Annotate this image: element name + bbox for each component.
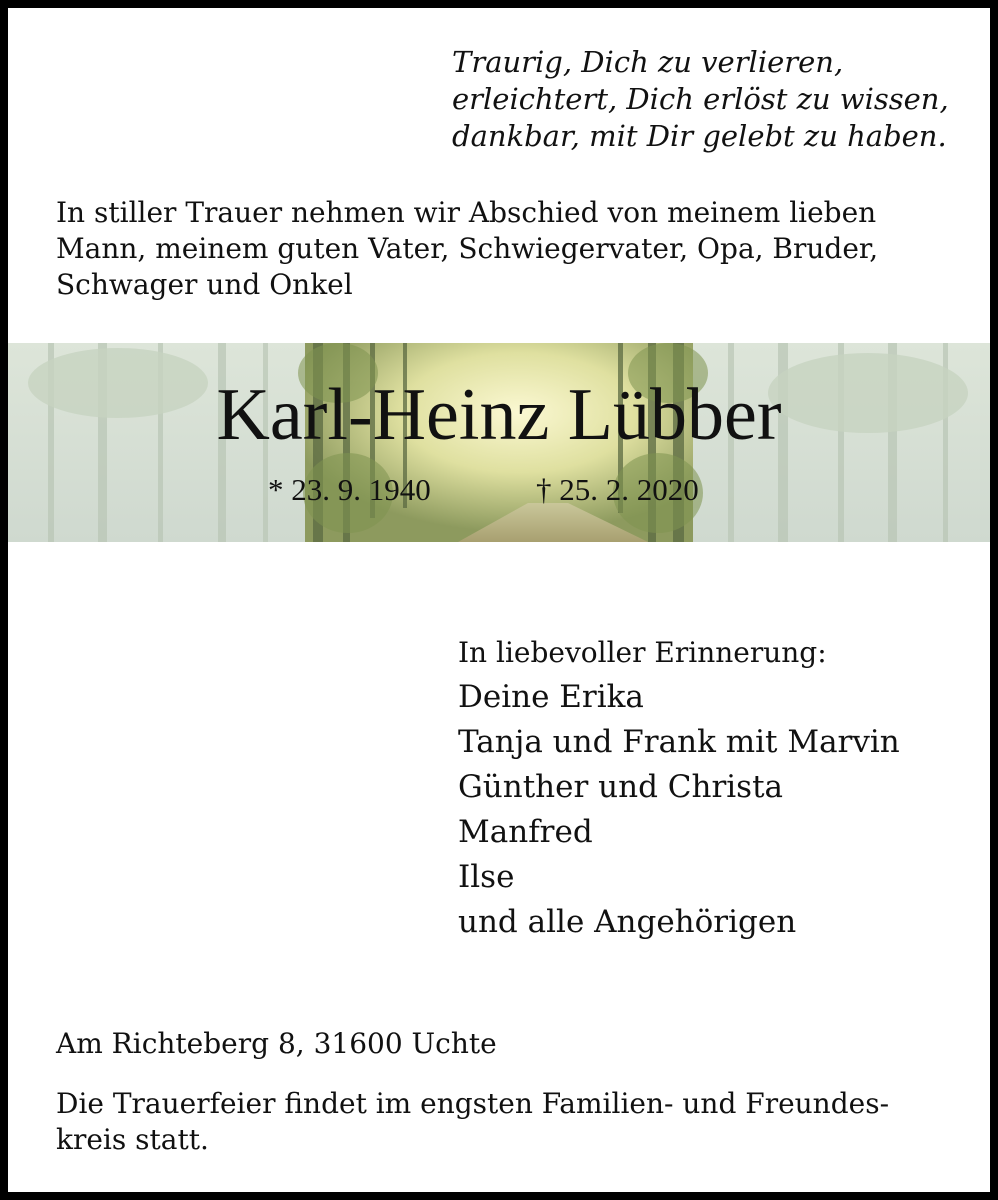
birth-date: * 23. 9. 1940 (268, 472, 431, 507)
intro-line: Schwager und Onkel (56, 268, 353, 301)
deceased-name: Karl-Heinz Lübber (216, 374, 782, 456)
intro-line: Mann, meinem guten Vater, Schwiegervater, Opa, Bruder, (56, 232, 879, 265)
quote-line: dankbar, mit Dir gelebt zu haben. (452, 119, 947, 153)
address: Am Richteberg 8, 31600 Uchte (56, 1027, 497, 1060)
quote-verse (452, 44, 972, 155)
mourner-line: Tanja und Frank mit Marvin (458, 724, 900, 760)
intro-line: In stiller Trauer nehmen wir Abschied von meinem lieben (56, 196, 877, 229)
memory-heading: In liebevoller Erinnerung: (458, 636, 827, 669)
mourner-line: Deine Erika (458, 679, 644, 715)
notice-line: kreis statt. (56, 1123, 209, 1156)
quote-line: Traurig, Dich zu verlieren, (452, 45, 844, 79)
quote-line: erleichtert, Dich erlöst zu wissen, (452, 82, 949, 116)
mourner-line: Manfred (458, 814, 593, 850)
notice-line: Die Trauerfeier findet im engsten Familien- und Freundes- (56, 1087, 890, 1120)
mourner-line: Günther und Christa (458, 769, 784, 805)
mourners-list (458, 675, 900, 945)
funeral-notice (56, 1086, 956, 1158)
intro-text (56, 195, 956, 303)
mourner-line: und alle Angehörigen (458, 904, 797, 940)
death-date: † 25. 2. 2020 (536, 472, 699, 507)
mourner-line: Ilse (458, 859, 515, 895)
